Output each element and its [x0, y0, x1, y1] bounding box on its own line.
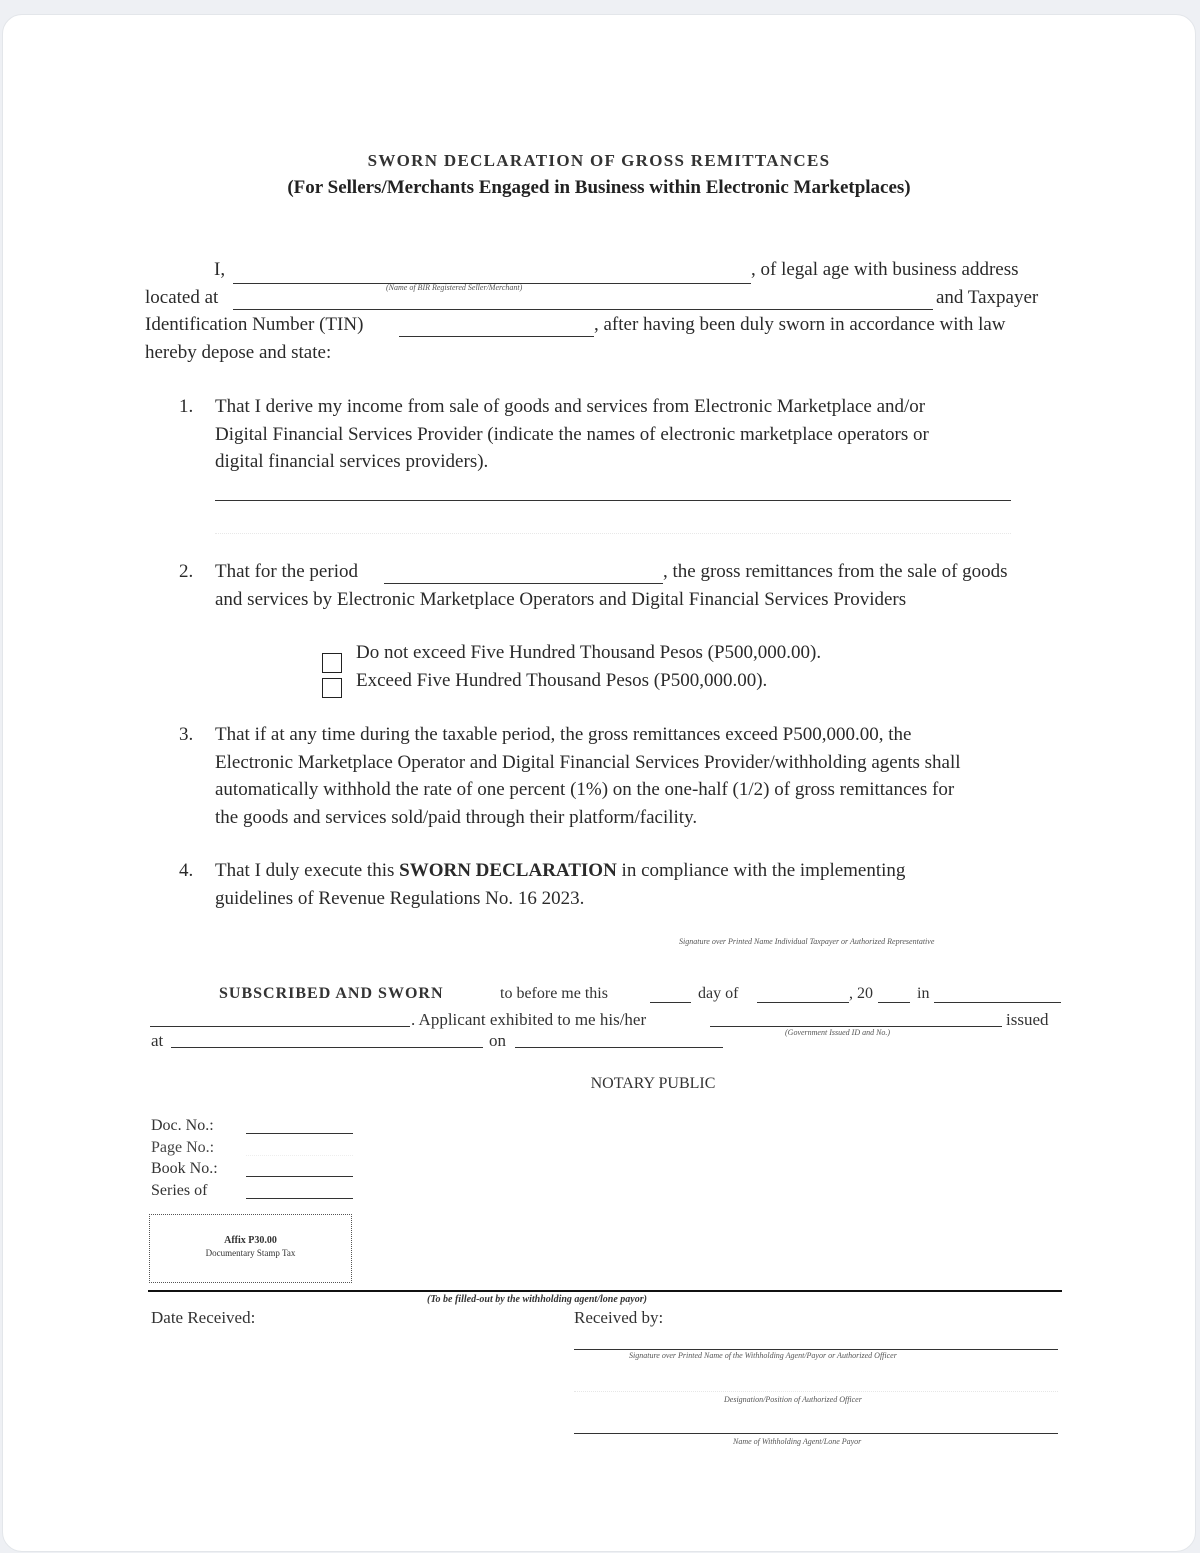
book-no-label: Book No.:	[151, 1160, 218, 1177]
withholding-signature-line[interactable]	[574, 1349, 1058, 1350]
stamp-affix: Affix P30.00	[224, 1235, 277, 1246]
doc-no-label: Doc. No.:	[151, 1117, 214, 1134]
item-4-bold: SWORN DECLARATION	[399, 860, 617, 881]
item-2-line-2: and services by Electronic Marketplace Operators and Digital Financial Services Providers	[215, 589, 907, 610]
document-title: SWORN DECLARATION OF GROSS REMITTANCES	[367, 151, 831, 170]
jurat-on: on	[489, 1031, 506, 1050]
item-3-line-3: automatically withhold the rate of one percent (1%) on the one-half (1/2) of gross remittances for	[215, 779, 955, 800]
item-1-line-2: Digital Financial Services Provider (indicate the names of electronic marketplace operators or	[215, 424, 929, 445]
intro-depose: hereby depose and state:	[145, 342, 332, 363]
page-no-line[interactable]	[246, 1155, 353, 1156]
book-no-line[interactable]	[246, 1176, 353, 1177]
item-1-line-3: digital financial services providers).	[215, 451, 489, 472]
stamp-tax: Documentary Stamp Tax	[205, 1248, 296, 1258]
issued-at-line[interactable]	[171, 1047, 483, 1048]
item-4-pre: That I duly execute this	[215, 860, 400, 881]
date-received-label: Date Received:	[151, 1308, 256, 1327]
item-3-line-1: That if at any time during the taxable period, the gross remittances exceed P500,000.00, the	[215, 724, 912, 745]
item-4-line-2: guidelines of Revenue Regulations No. 16 2023.	[215, 888, 585, 909]
series-of-line[interactable]	[246, 1198, 353, 1199]
notary-public: NOTARY PUBLIC	[590, 1075, 716, 1092]
section-divider	[148, 1290, 1062, 1292]
option-exceed: Exceed Five Hundred Thousand Pesos (P500,000.00).	[356, 670, 768, 691]
intro-and-taxpayer: and Taxpayer	[936, 287, 1039, 308]
documentary-stamp-box	[149, 1214, 352, 1283]
jurat-to-before: to before me this	[500, 985, 608, 1002]
period-line[interactable]	[384, 583, 663, 584]
jurat-day-of: day of	[698, 985, 739, 1002]
item-4-post: in compliance with the implementing	[616, 860, 906, 881]
intro-tin-label: Identification Number (TIN)	[145, 314, 364, 335]
issued-on-line[interactable]	[515, 1047, 723, 1048]
intro-after-sworn: , after having been duly sworn in accordance with law	[594, 314, 1006, 335]
operators-line-2[interactable]	[215, 533, 1011, 534]
intro-located-at: located at	[145, 287, 219, 308]
doc-no-line[interactable]	[246, 1133, 353, 1134]
item-3-number: 3.	[179, 724, 194, 745]
signature-caption: Signature over Printed Name Individual Taxpayer or Authorized Representative	[679, 937, 935, 946]
id-caption: (Government Issued ID and No.)	[785, 1028, 891, 1037]
page-no-label: Page No.:	[151, 1139, 215, 1156]
not-exceed-checkbox[interactable]	[322, 653, 342, 673]
exceed-checkbox[interactable]	[322, 678, 342, 698]
operators-line-1[interactable]	[215, 500, 1011, 501]
item-1-line-1: That I derive my income from sale of goods and services from Electronic Marketplace and/or	[215, 396, 926, 417]
item-2-lead: That for the period	[215, 561, 358, 582]
received-by-label: Received by:	[574, 1308, 664, 1327]
place-line[interactable]	[934, 1002, 1061, 1003]
year-line[interactable]	[878, 1002, 910, 1003]
document-page	[2, 14, 1196, 1552]
day-line[interactable]	[650, 1002, 691, 1003]
agent-name-line[interactable]	[574, 1433, 1058, 1434]
intro-i: I,	[214, 259, 226, 280]
month-line[interactable]	[757, 1002, 849, 1003]
withholding-signature-caption: Signature over Printed Name of the Withholding Agent/Payor or Authorized Officer	[629, 1351, 897, 1360]
jurat-subscribed: SUBSCRIBED AND SWORN	[219, 985, 444, 1002]
jurat-in: in	[917, 985, 930, 1002]
item-2-tail: , the gross remittances from the sale of goods	[663, 561, 1008, 582]
item-4-number: 4.	[179, 860, 194, 881]
agent-name-caption: Name of Withholding Agent/Lone Payor	[733, 1437, 862, 1446]
government-id-line[interactable]	[710, 1026, 1002, 1027]
jurat-issued: issued	[1006, 1010, 1049, 1029]
series-of-label: Series of	[151, 1182, 208, 1199]
withholding-caption: (To be filled-out by the withholding agent/lone payor)	[427, 1294, 647, 1305]
option-not-exceed: Do not exceed Five Hundred Thousand Pesos (P500,000.00).	[356, 642, 822, 663]
designation-line[interactable]	[574, 1391, 1058, 1392]
business-address-line[interactable]	[233, 309, 933, 310]
item-4-line-1	[215, 860, 905, 882]
designation-caption: Designation/Position of Authorized Officer	[724, 1395, 862, 1404]
item-1-number: 1.	[179, 396, 194, 417]
item-3-line-2: Electronic Marketplace Operator and Digital Financial Services Provider/withholding agents shall	[215, 752, 961, 773]
item-2-number: 2.	[179, 561, 194, 582]
jurat-year: , 20	[849, 985, 873, 1002]
tin-line[interactable]	[399, 336, 594, 337]
intro-legal-age: , of legal age with business address	[751, 259, 1019, 280]
jurat-applicant: . Applicant exhibited to me his/her	[411, 1010, 647, 1029]
item-3-line-4: the goods and services sold/paid through their platform/facility.	[215, 807, 698, 828]
seller-name-caption: (Name of BIR Registered Seller/Merchant)	[386, 283, 523, 292]
jurat-at: at	[151, 1031, 164, 1050]
document-subtitle: (For Sellers/Merchants Engaged in Business within Electronic Marketplaces)	[287, 177, 911, 198]
applicant-line[interactable]	[150, 1026, 410, 1027]
